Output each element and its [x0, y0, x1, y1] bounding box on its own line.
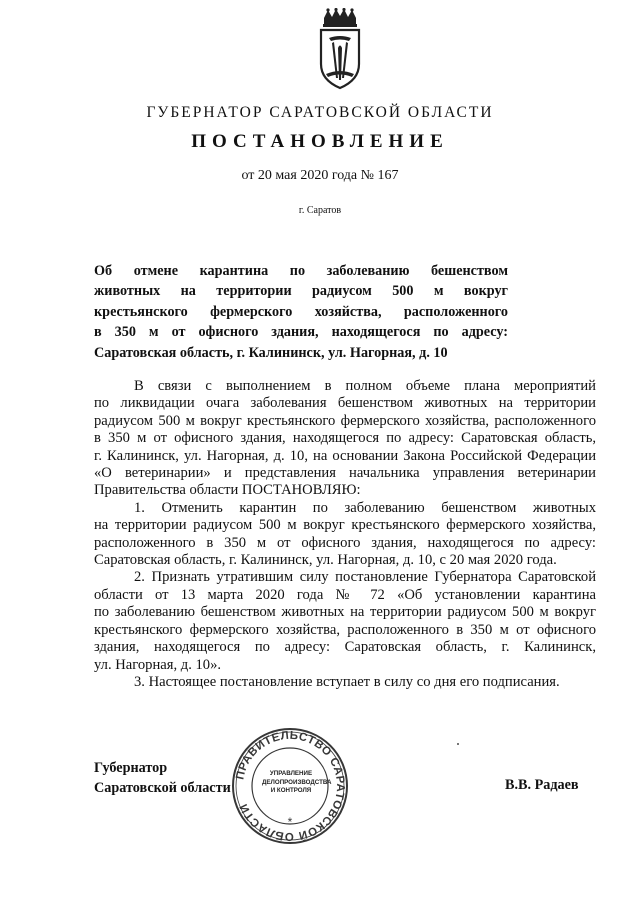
signatory-title-line: Губернатор: [94, 760, 168, 776]
document-date-number: от 20 мая 2020 года № 167: [241, 168, 399, 183]
body-line: области от 13 марта 2020 года № 72 «Об установлении карантина: [94, 586, 596, 603]
subject-line: в 350 м от офисного здания, находящегося по адресу:: [94, 324, 508, 341]
body-line: 2. Признать утратившим силу постановление Губернатора Саратовской: [134, 569, 596, 586]
subject-line: Саратовская область, г. Калининск, ул. Нагорная, д. 10: [94, 344, 448, 361]
stamp-inner-text: [262, 770, 332, 796]
document-subject: [94, 261, 508, 363]
clause-3-paragraph: [94, 674, 596, 691]
body-line: 3. Настоящее постановление вступает в силу со дня его подписания.: [134, 673, 560, 690]
body-line: Саратовская область, г. Калининск, ул. Нагорная, д. 10, с 20 мая 2020 года.: [94, 552, 557, 569]
stamp-star: *: [287, 815, 293, 829]
body-line: по ликвидации очага заболевания бешенством животных на территории: [94, 395, 596, 412]
body-line: радиусом 500 м вокруг крестьянского фермерского хозяйства, расположенного: [94, 412, 596, 429]
body-line: Правительства области ПОСТАНОВЛЯЮ:: [94, 482, 361, 499]
saratov-coat-of-arms-emblem: [312, 8, 368, 90]
stamp-inner-line: ДЕЛОПРОИЗВОДСТВА: [262, 778, 332, 786]
stamp-inner-line: И КОНТРОЛЯ: [270, 787, 312, 794]
subject-line: Об отмене карантина по заболеванию бешенством: [94, 263, 508, 279]
issuing-authority: ГУБЕРНАТОР САРАТОВСКОЙ ОБЛАСТИ: [146, 104, 494, 121]
scan-speck: [457, 743, 459, 745]
stamp-ring-text: ПРАВИТЕЛЬСТВО САРАТОВСКОЙ ОБЛАСТИ: [234, 729, 347, 843]
document-body: [94, 378, 596, 691]
signatory-name: В.В. Радаев: [505, 777, 579, 793]
body-line: «О ветеринарии» и представления начальника управления ветеринарии: [94, 465, 596, 482]
signatory-title: [94, 758, 231, 798]
document-place: г. Саратов: [298, 205, 342, 216]
body-line: в 350 м от офисного здания, находящегося по адресу: Саратовская область,: [94, 430, 596, 447]
clause-2-paragraph: [94, 569, 596, 673]
stamp-inner-line: УПРАВЛЕНИЕ: [269, 770, 313, 777]
document-type-title: ПОСТАНОВЛЕНИЕ: [191, 131, 449, 152]
body-line: здания, находящегося по адресу: Саратовская область, г. Калининск,: [94, 639, 596, 656]
preamble-paragraph: [94, 378, 596, 500]
body-line: г. Калининск, ул. Нагорная, д. 10, на основании Закона Российской Федерации: [94, 447, 596, 464]
body-line: на территории радиусом 500 м вокруг крестьянского фермерского хозяйства,: [94, 517, 596, 534]
signatory-title-line: Саратовской области: [94, 780, 231, 796]
body-line: расположенного в 350 м от офисного здания, находящегося по адресу:: [94, 534, 596, 551]
body-line: по заболеванию бешенством животных на территории радиусом 500 м вокруг: [94, 604, 596, 621]
body-line: крестьянского фермерского хозяйства, расположенного в 350 м от офисного: [94, 621, 596, 638]
subject-line: животных на территории радиусом 500 м вокруг: [94, 283, 508, 300]
clause-1-paragraph: [94, 500, 596, 570]
body-line: 1. Отменить карантин по заболеванию бешенством животных: [134, 499, 596, 516]
subject-line: крестьянского фермерского хозяйства, расположенного: [94, 303, 508, 320]
body-line: ул. Нагорная, д. 10».: [94, 656, 222, 673]
body-line: В связи с выполнением в полном объеме плана мероприятий: [134, 378, 596, 394]
